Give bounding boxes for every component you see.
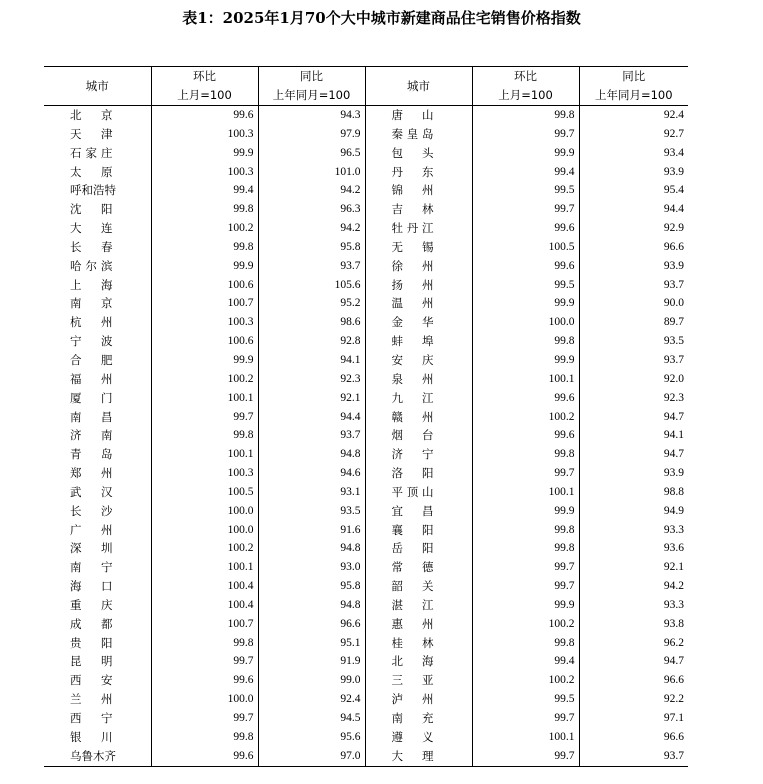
table-row [44, 615, 688, 634]
header-city-right: 城市 [365, 67, 472, 106]
city-left-cell: 天 津 [70, 126, 113, 141]
table-row [44, 163, 688, 182]
table-row [44, 596, 688, 615]
yoy-right-cell: 93.9 [579, 257, 688, 276]
yoy-left-cell: 97.0 [258, 747, 365, 766]
city-left-cell: 大 连 [70, 221, 113, 236]
mom-right-cell: 99.8 [472, 521, 579, 540]
yoy-right-cell: 93.5 [579, 332, 688, 351]
mom-right-cell: 99.8 [472, 332, 579, 351]
mom-right-cell: 100.2 [472, 408, 579, 427]
yoy-right-cell: 94.4 [579, 200, 688, 219]
yoy-left-cell: 94.3 [258, 106, 365, 125]
yoy-right-cell: 89.7 [579, 313, 688, 332]
yoy-right-cell: 96.2 [579, 634, 688, 653]
yoy-right-cell: 93.9 [579, 163, 688, 182]
mom-left-cell: 99.7 [151, 709, 258, 728]
mom-right-cell: 99.7 [472, 747, 579, 766]
city-left-cell: 呼和浩特 [70, 183, 116, 198]
mom-left-cell: 100.7 [151, 615, 258, 634]
city-right-cell: 无 锡 [365, 238, 472, 257]
city-left-cell: 贵 阳 [70, 635, 113, 650]
mom-left-cell: 100.4 [151, 577, 258, 596]
mom-left-cell: 100.5 [151, 483, 258, 502]
header-yoy-base-right: 上年同月=100 [579, 86, 688, 106]
city-right-cell: 济 宁 [365, 445, 472, 464]
table-row [44, 464, 688, 483]
mom-right-cell: 99.9 [472, 596, 579, 615]
mom-right-cell: 100.5 [472, 238, 579, 257]
mom-left-cell: 100.2 [151, 370, 258, 389]
yoy-right-cell: 96.6 [579, 238, 688, 257]
city-right-cell: 遵 义 [365, 728, 472, 747]
mom-left-cell: 99.8 [151, 238, 258, 257]
mom-right-cell: 99.7 [472, 125, 579, 144]
city-right-cell: 岳 阳 [365, 539, 472, 558]
table-row [44, 445, 688, 464]
city-right-cell: 九 江 [365, 389, 472, 408]
mom-right-cell: 100.2 [472, 671, 579, 690]
table-row [44, 370, 688, 389]
table-row [44, 521, 688, 540]
city-left-cell: 青 岛 [70, 447, 113, 462]
city-right-cell: 安 庆 [365, 351, 472, 370]
yoy-left-cell: 93.7 [258, 257, 365, 276]
yoy-left-cell: 94.8 [258, 539, 365, 558]
yoy-left-cell: 94.2 [258, 181, 365, 200]
city-left-cell: 银 川 [70, 729, 113, 744]
city-right-cell: 常 德 [365, 558, 472, 577]
yoy-right-cell: 92.9 [579, 219, 688, 238]
yoy-right-cell: 93.7 [579, 276, 688, 295]
mom-left-cell: 100.0 [151, 502, 258, 521]
yoy-right-cell: 93.8 [579, 615, 688, 634]
mom-right-cell: 99.6 [472, 219, 579, 238]
mom-left-cell: 99.8 [151, 728, 258, 747]
table-row [44, 313, 688, 332]
city-right-cell: 扬 州 [365, 276, 472, 295]
header-mom-right: 环比 [472, 67, 579, 87]
yoy-right-cell: 90.0 [579, 294, 688, 313]
table-row [44, 106, 688, 125]
mom-right-cell: 99.8 [472, 539, 579, 558]
header-yoy-right: 同比 [579, 67, 688, 87]
yoy-right-cell: 94.7 [579, 408, 688, 427]
yoy-left-cell: 95.1 [258, 634, 365, 653]
city-left-cell: 厦 门 [70, 390, 113, 405]
table-row [44, 238, 688, 257]
yoy-left-cell: 94.2 [258, 219, 365, 238]
header-mom-base-right: 上月=100 [472, 86, 579, 106]
yoy-right-cell: 92.0 [579, 370, 688, 389]
mom-left-cell: 100.1 [151, 389, 258, 408]
yoy-right-cell: 96.6 [579, 671, 688, 690]
city-left-cell: 长 春 [70, 239, 113, 254]
table-row [44, 125, 688, 144]
table-row [44, 709, 688, 728]
mom-left-cell: 99.8 [151, 200, 258, 219]
mom-right-cell: 99.9 [472, 294, 579, 313]
city-left-cell: 长 沙 [70, 503, 113, 518]
mom-left-cell: 100.3 [151, 125, 258, 144]
mom-left-cell: 100.2 [151, 539, 258, 558]
mom-right-cell: 99.9 [472, 144, 579, 163]
mom-right-cell: 100.1 [472, 483, 579, 502]
yoy-left-cell: 92.4 [258, 690, 365, 709]
yoy-right-cell: 93.9 [579, 464, 688, 483]
city-left-cell: 重 庆 [70, 597, 113, 612]
table-row [44, 332, 688, 351]
yoy-right-cell: 93.7 [579, 747, 688, 766]
table-row [44, 690, 688, 709]
header-city-left: 城市 [44, 67, 151, 106]
city-left-cell: 宁 波 [70, 334, 113, 349]
yoy-right-cell: 93.4 [579, 144, 688, 163]
mom-right-cell: 99.6 [472, 257, 579, 276]
mom-left-cell: 100.4 [151, 596, 258, 615]
yoy-right-cell: 93.3 [579, 596, 688, 615]
city-right-cell: 宜 昌 [365, 502, 472, 521]
mom-left-cell: 100.6 [151, 332, 258, 351]
city-left-cell: 深 圳 [70, 541, 113, 556]
yoy-left-cell: 94.8 [258, 445, 365, 464]
table-row [44, 389, 688, 408]
city-left-cell: 太 原 [70, 164, 113, 179]
city-right-cell: 韶 关 [365, 577, 472, 596]
yoy-left-cell: 93.0 [258, 558, 365, 577]
city-left-cell: 南 昌 [70, 409, 113, 424]
yoy-left-cell: 93.5 [258, 502, 365, 521]
mom-right-cell: 99.6 [472, 426, 579, 445]
mom-left-cell: 100.0 [151, 690, 258, 709]
mom-left-cell: 100.3 [151, 313, 258, 332]
yoy-left-cell: 95.8 [258, 577, 365, 596]
city-left-cell: 成 都 [70, 616, 113, 631]
city-right-cell: 泸 州 [365, 690, 472, 709]
mom-left-cell: 99.4 [151, 181, 258, 200]
mom-left-cell: 99.7 [151, 652, 258, 671]
mom-right-cell: 99.4 [472, 652, 579, 671]
city-right-cell: 唐 山 [365, 106, 472, 125]
table-row [44, 408, 688, 427]
city-right-cell: 秦皇岛 [365, 125, 472, 144]
mom-left-cell: 100.1 [151, 558, 258, 577]
city-right-cell: 桂 林 [365, 634, 472, 653]
table-row [44, 728, 688, 747]
mom-right-cell: 99.7 [472, 200, 579, 219]
table-row [44, 219, 688, 238]
table-row [44, 276, 688, 295]
table-title: 表1：2025年1月70个大中城市新建商品住宅销售价格指数 [182, 9, 581, 27]
table-row [44, 294, 688, 313]
yoy-right-cell: 93.6 [579, 539, 688, 558]
mom-left-cell: 100.3 [151, 163, 258, 182]
city-right-cell: 丹 东 [365, 163, 472, 182]
table-row [44, 483, 688, 502]
city-right-cell: 包 头 [365, 144, 472, 163]
city-right-cell: 金 华 [365, 313, 472, 332]
city-left-cell: 西 安 [70, 673, 113, 688]
mom-right-cell: 99.4 [472, 163, 579, 182]
mom-right-cell: 99.5 [472, 690, 579, 709]
mom-left-cell: 99.8 [151, 634, 258, 653]
city-right-cell: 锦 州 [365, 181, 472, 200]
mom-right-cell: 99.5 [472, 276, 579, 295]
yoy-left-cell: 95.2 [258, 294, 365, 313]
mom-right-cell: 99.5 [472, 181, 579, 200]
mom-right-cell: 99.7 [472, 558, 579, 577]
yoy-left-cell: 95.8 [258, 238, 365, 257]
yoy-right-cell: 94.1 [579, 426, 688, 445]
yoy-left-cell: 94.5 [258, 709, 365, 728]
city-right-cell: 牡丹江 [365, 219, 472, 238]
yoy-left-cell: 92.8 [258, 332, 365, 351]
header-mom-left: 环比 [151, 67, 258, 87]
mom-left-cell: 100.6 [151, 276, 258, 295]
mom-left-cell: 100.1 [151, 445, 258, 464]
city-right-cell: 平顶山 [365, 483, 472, 502]
yoy-right-cell: 92.1 [579, 558, 688, 577]
city-right-cell: 泉 州 [365, 370, 472, 389]
yoy-right-cell: 94.9 [579, 502, 688, 521]
table-row [44, 652, 688, 671]
table-row [44, 144, 688, 163]
table-row [44, 558, 688, 577]
city-right-cell: 洛 阳 [365, 464, 472, 483]
mom-right-cell: 99.7 [472, 709, 579, 728]
yoy-right-cell: 93.7 [579, 351, 688, 370]
table-row [44, 502, 688, 521]
mom-right-cell: 99.8 [472, 634, 579, 653]
city-right-cell: 襄 阳 [365, 521, 472, 540]
city-left-cell: 合 肥 [70, 352, 113, 367]
table-row [44, 200, 688, 219]
mom-left-cell: 100.7 [151, 294, 258, 313]
yoy-left-cell: 96.6 [258, 615, 365, 634]
city-left-cell: 沈 阳 [70, 202, 113, 217]
yoy-left-cell: 94.6 [258, 464, 365, 483]
yoy-left-cell: 91.6 [258, 521, 365, 540]
city-right-cell: 蚌 埠 [365, 332, 472, 351]
mom-left-cell: 99.9 [151, 257, 258, 276]
yoy-right-cell: 92.3 [579, 389, 688, 408]
price-index-table [44, 66, 688, 767]
city-left-cell: 南 宁 [70, 560, 113, 575]
mom-left-cell: 99.6 [151, 671, 258, 690]
city-right-cell: 三 亚 [365, 671, 472, 690]
yoy-left-cell: 99.0 [258, 671, 365, 690]
yoy-left-cell: 93.1 [258, 483, 365, 502]
yoy-left-cell: 96.3 [258, 200, 365, 219]
city-left-cell: 广 州 [70, 522, 113, 537]
city-left-cell: 杭 州 [70, 315, 113, 330]
mom-right-cell: 99.6 [472, 389, 579, 408]
yoy-left-cell: 95.6 [258, 728, 365, 747]
mom-right-cell: 99.9 [472, 502, 579, 521]
yoy-right-cell: 94.7 [579, 445, 688, 464]
yoy-left-cell: 101.0 [258, 163, 365, 182]
table-row [44, 671, 688, 690]
city-left-cell: 石家庄 [70, 145, 113, 160]
city-left-cell: 武 汉 [70, 484, 113, 499]
city-right-cell: 吉 林 [365, 200, 472, 219]
yoy-left-cell: 92.3 [258, 370, 365, 389]
yoy-right-cell: 93.3 [579, 521, 688, 540]
table-body [44, 106, 688, 767]
mom-right-cell: 100.1 [472, 370, 579, 389]
yoy-left-cell: 96.5 [258, 144, 365, 163]
city-right-cell: 北 海 [365, 652, 472, 671]
mom-left-cell: 99.9 [151, 351, 258, 370]
city-right-cell: 南 充 [365, 709, 472, 728]
mom-right-cell: 99.9 [472, 351, 579, 370]
yoy-right-cell: 96.6 [579, 728, 688, 747]
yoy-left-cell: 94.8 [258, 596, 365, 615]
city-right-cell: 温 州 [365, 294, 472, 313]
city-left-cell: 南 京 [70, 296, 113, 311]
yoy-left-cell: 98.6 [258, 313, 365, 332]
yoy-left-cell: 105.6 [258, 276, 365, 295]
yoy-left-cell: 91.9 [258, 652, 365, 671]
mom-right-cell: 99.8 [472, 106, 579, 125]
yoy-right-cell: 97.1 [579, 709, 688, 728]
mom-right-cell: 99.8 [472, 445, 579, 464]
header-mom-base-left: 上月=100 [151, 86, 258, 106]
mom-left-cell: 99.6 [151, 747, 258, 766]
city-left-cell: 济 南 [70, 428, 113, 443]
mom-right-cell: 100.0 [472, 313, 579, 332]
yoy-right-cell: 92.4 [579, 106, 688, 125]
city-right-cell: 惠 州 [365, 615, 472, 634]
mom-left-cell: 99.7 [151, 408, 258, 427]
yoy-right-cell: 94.7 [579, 652, 688, 671]
city-right-cell: 赣 州 [365, 408, 472, 427]
yoy-left-cell: 92.1 [258, 389, 365, 408]
table-row [44, 577, 688, 596]
city-left-cell: 海 口 [70, 579, 113, 594]
city-right-cell: 大 理 [365, 747, 472, 766]
mom-right-cell: 100.2 [472, 615, 579, 634]
table-row [44, 351, 688, 370]
mom-right-cell: 99.7 [472, 577, 579, 596]
table-row [44, 634, 688, 653]
mom-right-cell: 100.1 [472, 728, 579, 747]
mom-left-cell: 99.6 [151, 106, 258, 125]
city-left-cell: 哈尔滨 [70, 258, 113, 273]
city-left-cell: 福 州 [70, 371, 113, 386]
mom-right-cell: 99.7 [472, 464, 579, 483]
city-left-cell: 昆 明 [70, 654, 113, 669]
mom-left-cell: 100.3 [151, 464, 258, 483]
yoy-right-cell: 98.8 [579, 483, 688, 502]
yoy-left-cell: 93.7 [258, 426, 365, 445]
city-left-cell: 兰 州 [70, 692, 113, 707]
yoy-left-cell: 97.9 [258, 125, 365, 144]
city-right-cell: 湛 江 [365, 596, 472, 615]
yoy-right-cell: 95.4 [579, 181, 688, 200]
header-yoy-left: 同比 [258, 67, 365, 87]
city-left-cell: 郑 州 [70, 466, 113, 481]
table-row [44, 257, 688, 276]
city-right-cell: 徐 州 [365, 257, 472, 276]
table-row [44, 181, 688, 200]
yoy-left-cell: 94.1 [258, 351, 365, 370]
mom-left-cell: 99.8 [151, 426, 258, 445]
city-left-cell: 乌鲁木齐 [44, 747, 151, 766]
city-left-cell: 北 京 [70, 108, 113, 122]
mom-left-cell: 100.0 [151, 521, 258, 540]
city-left-cell: 上 海 [70, 277, 113, 292]
table-row [44, 426, 688, 445]
city-right-cell: 烟 台 [365, 426, 472, 445]
yoy-right-cell: 92.7 [579, 125, 688, 144]
mom-left-cell: 99.9 [151, 144, 258, 163]
city-left-cell: 西 宁 [70, 711, 113, 725]
yoy-left-cell: 94.4 [258, 408, 365, 427]
table-row [44, 539, 688, 558]
yoy-right-cell: 92.2 [579, 690, 688, 709]
table-row [44, 747, 688, 766]
header-yoy-base-left: 上年同月=100 [258, 86, 365, 106]
yoy-right-cell: 94.2 [579, 577, 688, 596]
mom-left-cell: 100.2 [151, 219, 258, 238]
